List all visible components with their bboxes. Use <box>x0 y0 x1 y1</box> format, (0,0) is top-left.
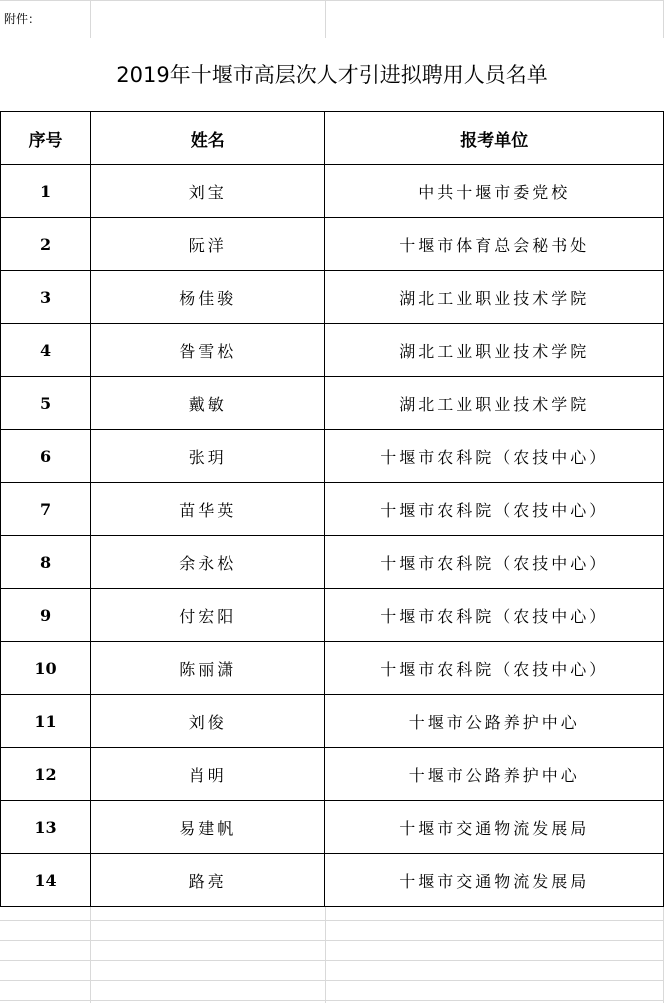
cell-applied-unit: 十堰市体育总会秘书处 <box>325 218 664 271</box>
cell-applied-unit: 十堰市农科院（农技中心） <box>325 536 664 589</box>
cell-serial-number: 2 <box>1 218 91 271</box>
cell-applied-unit: 湖北工业职业技术学院 <box>325 271 664 324</box>
grid-row-line <box>0 1000 664 1001</box>
header-serial-number: 序号 <box>1 112 91 165</box>
cell-serial-number: 8 <box>1 536 91 589</box>
cell-applied-unit: 湖北工业职业技术学院 <box>325 324 664 377</box>
cell-serial-number: 7 <box>1 483 91 536</box>
cell-serial-number: 12 <box>1 748 91 801</box>
cell-name: 苗华英 <box>91 483 325 536</box>
table-row <box>1 536 664 589</box>
table-row <box>1 748 664 801</box>
cell-applied-unit: 十堰市交通物流发展局 <box>325 801 664 854</box>
cell-name: 陈丽潇 <box>91 642 325 695</box>
cell-name: 张玥 <box>91 430 325 483</box>
cell-name: 付宏阳 <box>91 589 325 642</box>
cell-name: 戴敏 <box>91 377 325 430</box>
grid-row-line <box>0 980 664 981</box>
page-title: 2019年十堰市高层次人才引进拟聘用人员名单 <box>0 38 664 112</box>
cell-name: 刘宝 <box>91 165 325 218</box>
table-row <box>1 218 664 271</box>
cell-serial-number: 10 <box>1 642 91 695</box>
cell-applied-unit: 十堰市公路养护中心 <box>325 695 664 748</box>
cell-applied-unit: 十堰市农科院（农技中心） <box>325 430 664 483</box>
header-name: 姓名 <box>91 112 325 165</box>
cell-applied-unit: 十堰市公路养护中心 <box>325 748 664 801</box>
grid-row-line <box>0 960 664 961</box>
table-row <box>1 483 664 536</box>
table-row <box>1 642 664 695</box>
cell-name: 易建帆 <box>91 801 325 854</box>
personnel-table <box>0 111 664 907</box>
cell-name: 刘俊 <box>91 695 325 748</box>
grid-row-line <box>0 940 664 941</box>
cell-name: 昝雪松 <box>91 324 325 377</box>
cell-name: 肖明 <box>91 748 325 801</box>
cell-name: 阮洋 <box>91 218 325 271</box>
table-row <box>1 324 664 377</box>
cell-name: 杨佳骏 <box>91 271 325 324</box>
table-row <box>1 854 664 907</box>
cell-applied-unit: 十堰市交通物流发展局 <box>325 854 664 907</box>
cell-applied-unit: 十堰市农科院（农技中心） <box>325 483 664 536</box>
cell-applied-unit: 十堰市农科院（农技中心） <box>325 642 664 695</box>
cell-serial-number: 1 <box>1 165 91 218</box>
cell-serial-number: 4 <box>1 324 91 377</box>
cell-serial-number: 5 <box>1 377 91 430</box>
cell-name: 余永松 <box>91 536 325 589</box>
cell-name: 路亮 <box>91 854 325 907</box>
cell-applied-unit: 湖北工业职业技术学院 <box>325 377 664 430</box>
table-row <box>1 589 664 642</box>
table-row <box>1 695 664 748</box>
table-row <box>1 271 664 324</box>
table-row <box>1 430 664 483</box>
grid-row-line <box>0 920 664 921</box>
cell-serial-number: 3 <box>1 271 91 324</box>
cell-serial-number: 13 <box>1 801 91 854</box>
header-applied-unit: 报考单位 <box>325 112 664 165</box>
attachment-label: 附件： <box>4 12 41 26</box>
table-header-row <box>1 112 664 165</box>
cell-applied-unit: 中共十堰市委党校 <box>325 165 664 218</box>
cell-applied-unit: 十堰市农科院（农技中心） <box>325 589 664 642</box>
cell-serial-number: 9 <box>1 589 91 642</box>
table-row <box>1 377 664 430</box>
table-row <box>1 801 664 854</box>
cell-serial-number: 11 <box>1 695 91 748</box>
cell-serial-number: 14 <box>1 854 91 907</box>
table-row <box>1 165 664 218</box>
cell-serial-number: 6 <box>1 430 91 483</box>
grid-row-line <box>0 0 664 1</box>
